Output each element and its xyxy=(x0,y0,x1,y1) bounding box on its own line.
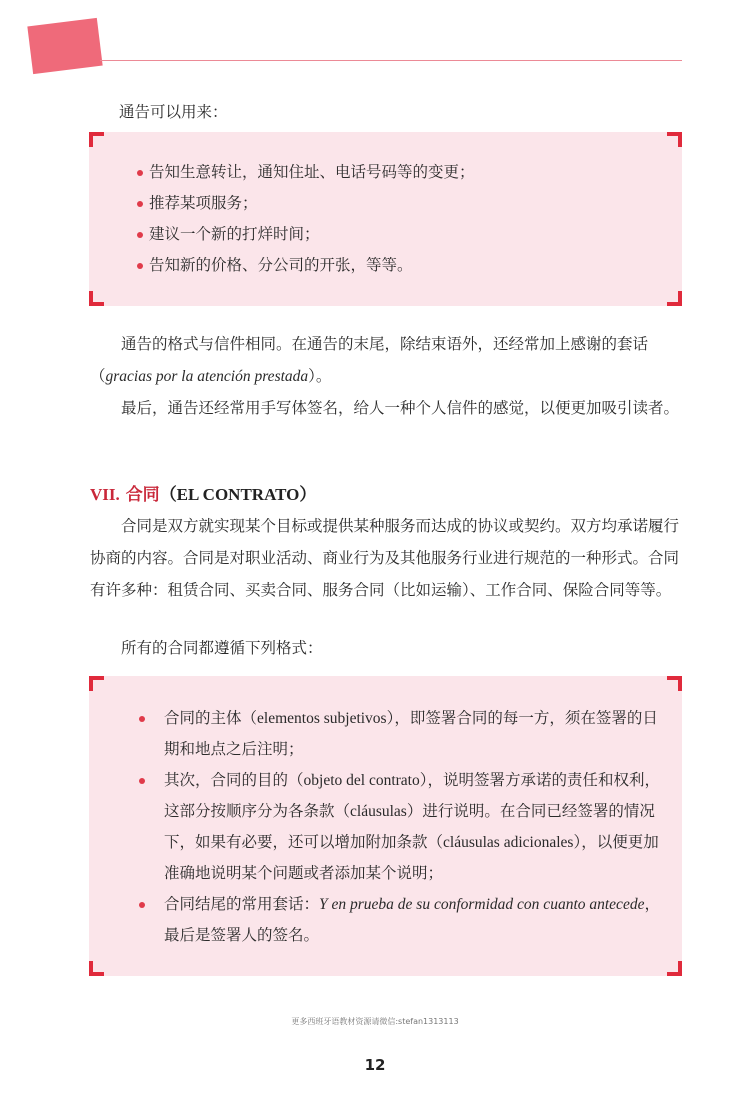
uses-intro: 通告可以用来： xyxy=(119,103,228,121)
list-item: 合同的主体（elementos subjetivos），即签署合同的每一方，须在签署的日期和地点之后注明； xyxy=(136,703,668,765)
bracket-bottom-left xyxy=(89,961,104,976)
bracket-bottom-right xyxy=(667,961,682,976)
list-item: 合同结尾的常用套话：Y en prueba de su conformidad con cuanto antecede，最后是签署人的签名。 xyxy=(136,889,668,951)
bullet-icon xyxy=(137,201,143,207)
format-paragraph: 通告的格式与信件相同。在通告的末尾，除结束语外，还经常加上感谢的套话（gracias por la atención prestada）。 xyxy=(90,335,649,385)
header-rule xyxy=(100,60,682,61)
contract-format-list xyxy=(136,703,668,951)
list-item: 建议一个新的打烊时间； xyxy=(137,219,657,250)
format-intro: 所有的合同都遵循下列格式： xyxy=(121,639,323,657)
contract-paragraph: 合同是双方就实现某个目标或提供某种服务而达成的协议或契约。双方均承诺履行协商的内容。合同是对职业活动、商业行为及其他服务行业进行规范的一种形式。合同有许多种：租赁合同、买卖合同、服务合同（比如运输）、工作合同、保险合同等等。 xyxy=(90,517,680,599)
uses-list xyxy=(137,157,657,281)
uses-box xyxy=(89,132,682,306)
bracket-bottom-right xyxy=(667,291,682,306)
bracket-top-right xyxy=(667,132,682,147)
bullet-icon xyxy=(139,778,145,784)
bullet-icon xyxy=(139,716,145,722)
page-number: 12 xyxy=(364,1056,386,1074)
bullet-icon xyxy=(137,232,143,238)
contract-format-box xyxy=(89,676,682,976)
bullet-icon xyxy=(137,170,143,176)
watermark-text: 更多西班牙语教材资源请微信:stefan1313113 xyxy=(291,1017,459,1026)
bracket-bottom-left xyxy=(89,291,104,306)
list-item: 告知生意转让，通知住址、电话号码等的变更； xyxy=(137,157,657,188)
bullet-icon xyxy=(139,902,145,908)
bracket-top-right xyxy=(667,676,682,691)
section-heading: VII. 合同（EL CONTRATO） xyxy=(90,485,317,505)
bracket-top-left xyxy=(89,676,104,691)
bullet-icon xyxy=(137,263,143,269)
list-item: 其次，合同的目的（objeto del contrato），说明签署方承诺的责任和权利，这部分按顺序分为各条款（cláusulas）进行说明。在合同已经签署的情况下，如果有必要，还可以增加附加条款（cláusulas adicionales），以便更加准确地说明某个问题或者添加某个说明； xyxy=(136,765,668,889)
list-item: 推荐某项服务； xyxy=(137,188,657,219)
signature-paragraph: 最后，通告还经常用手写体签名，给人一种个人信件的感觉，以便更加吸引读者。 xyxy=(121,399,680,417)
bracket-top-left xyxy=(89,132,104,147)
list-item: 告知新的价格、分公司的开张，等等。 xyxy=(137,250,657,281)
corner-tab-decoration xyxy=(27,18,102,74)
